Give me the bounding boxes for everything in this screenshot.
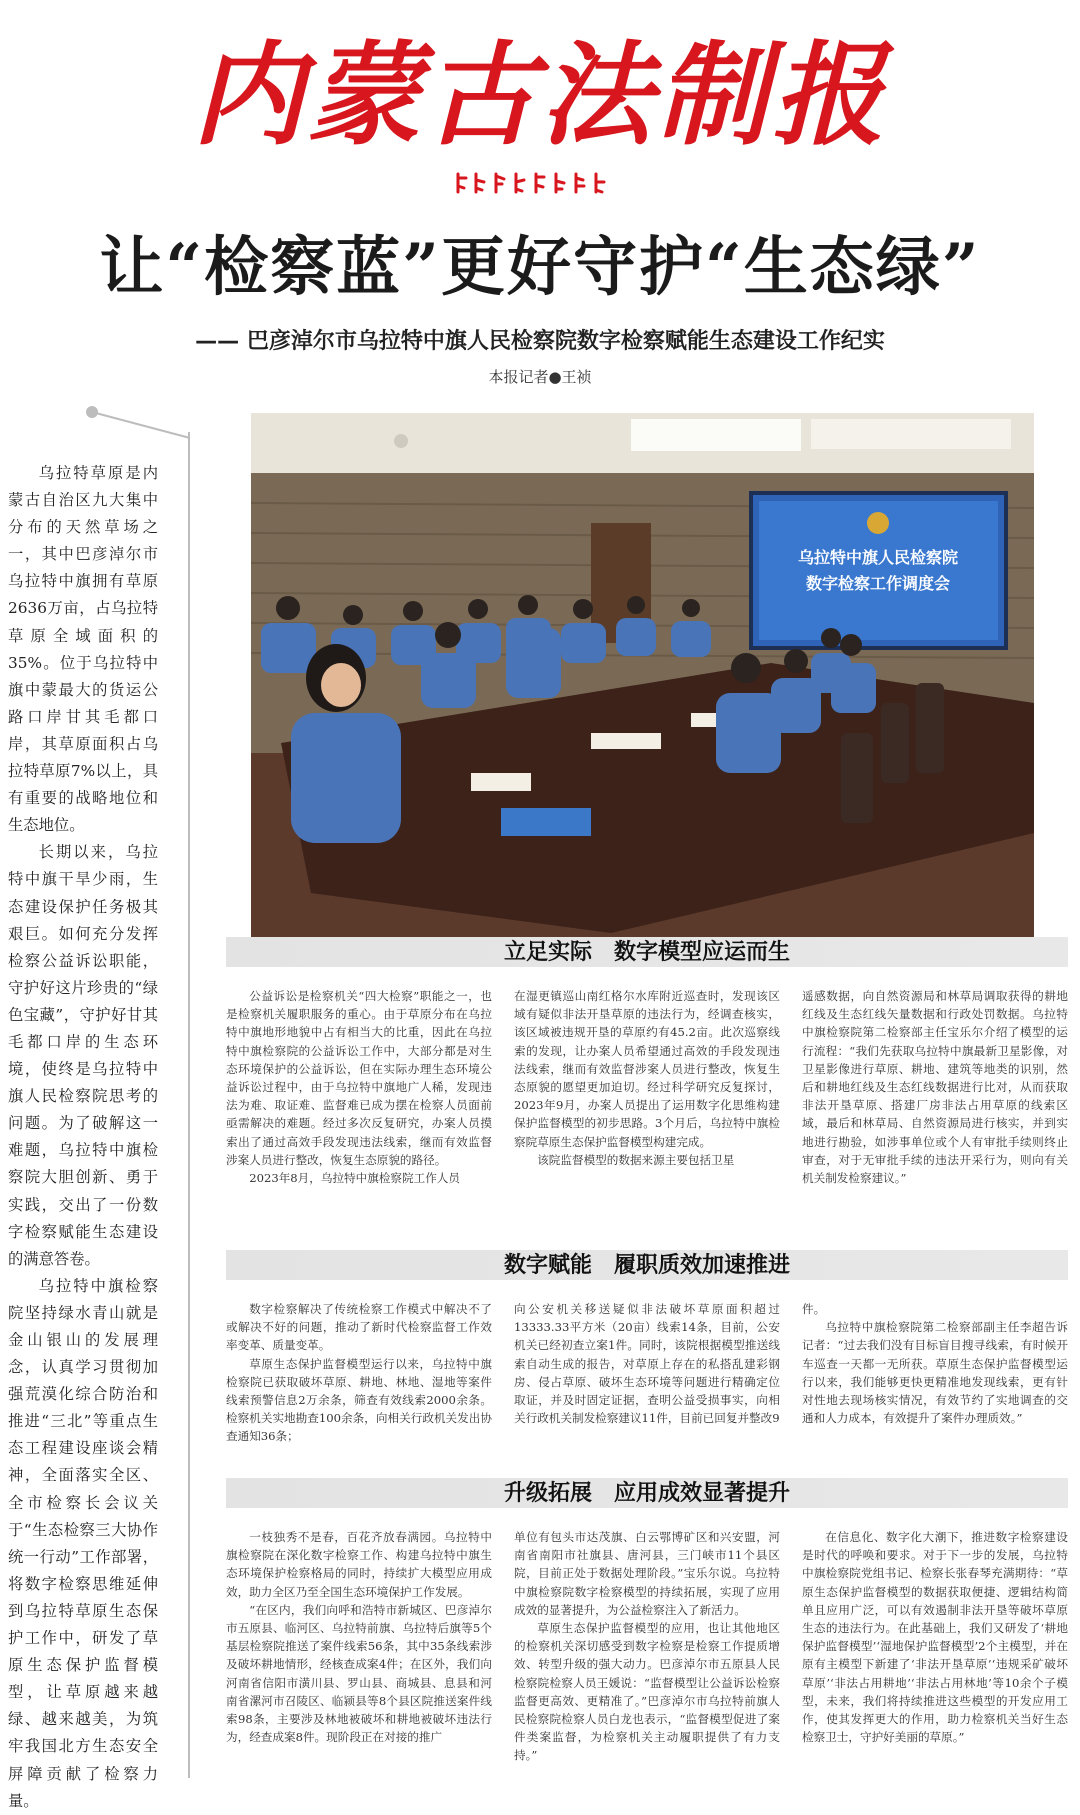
body-paragraph: 一枝独秀不是春，百花齐放春满园。乌拉特中旗检察院在深化数字检察工作、构建乌拉特中旗生态环境保护检察格局的同时，持续扩大模型应用成效，助力全区乃至全国生态环境保护工作发展。: [226, 1530, 492, 1599]
sidebar-divider: [188, 432, 190, 1778]
body-paragraph: 该院监督模型的数据来源主要包括卫星: [537, 1152, 735, 1167]
section-2-column-2: [514, 1300, 780, 1445]
screen-title-line2: 数字检察工作调度会: [805, 574, 951, 593]
newspaper-title: 内蒙古法制报: [192, 30, 888, 161]
sidebar-corner-ornament: [84, 404, 204, 444]
article-subheadline: —— 巴彦淖尔市乌拉特中旗人民检察院数字检察赋能生态建设工作纪实: [195, 329, 885, 354]
body-paragraph: 草原生态保护监督模型的应用，也让其他地区的检察机关深切感受到数字检察是检察工作提质增效、转型升级的强大动力。巴彦淖尔市五原县人民检察院检察人员王媛说：“监督模型让公益诉讼检察监督更高效、更精准了。”巴彦淖尔市乌拉特前旗人民检察院检察人员白龙也表示，“监督模型促进了案件类案监督，为检察机关主动履职提供了有力支持。”: [514, 1621, 780, 1763]
section-3-column-2: [514, 1528, 780, 1783]
section-3-column-1: [226, 1528, 492, 1783]
section-2-column-3: [802, 1300, 1068, 1445]
body-paragraph: 2023年8月，乌拉特中旗检察院工作人员: [249, 1171, 460, 1186]
section-1-column-3: [802, 987, 1068, 1186]
section-2-body: [226, 1300, 1068, 1445]
body-paragraph: 单位有包头市达茂旗、白云鄂博矿区和兴安盟，河南省南阳市社旗县、唐河县，三门峡市11个县区院，目前正处于数据处理阶段。”宝乐尔说。乌拉特中旗检察院数字检察模型的持续拓展，实现了应用成效的显著提升，为公益检察注入了新活力。: [514, 1530, 780, 1617]
section-heading-2: 数字赋能 履职质效加速推进: [226, 1250, 1068, 1280]
body-paragraph: 数字检察解决了传统检察工作模式中解决不了或解决不好的问题，推动了新时代检察监督工作效率变革、质量变革。: [226, 1302, 492, 1353]
masthead: [0, 30, 1080, 161]
sidebar-lead-text: [8, 460, 158, 1810]
body-paragraph: 遥感数据，向自然资源局和林草局调取获得的耕地红线及生态红线矢量数据和行政处罚数据。乌拉特中旗检察院第二检察部主任宝乐尔介绍了模型的运行流程：“我们先获取乌拉特中旗最新卫星影像，对卫星影像进行草原、耕地、建筑等地类的识别，然后和耕地红线及生态红线数据进行比对，从而获取非法开垦草原、搭建厂房非法占用草原的线索区域，最后和林草局、自然资源局进行核实，并到实地进行勘验，如涉事单位或个人有审批手续则终止审查，对于无审批手续的违法开采行为，则向有关机关制发检察建议。”: [802, 989, 1068, 1186]
sidebar-paragraph: 乌拉特中旗检察院坚持绿水青山就是金山银山的发展理念，认真学习贯彻加强荒漠化综合防治和推进“三北”等重点生态工程建设座谈会精神，全面落实全区、全市检察长会议关于“生态检察三大协作统一行动”工作部署，将数字检察思维延伸到乌拉特草原生态保护工作中，研发了草原生态保护监督模型，让草原越来越绿、越来越美，为筑牢我国北方生态安全屏障贡献了检察力量。: [8, 1276, 158, 1810]
sidebar-paragraph: 长期以来，乌拉特中旗干旱少雨，生态建设保护任务极其艰巨。如何充分发挥检察公益诉讼职能，守护好这片珍贵的“绿色宝藏”，守护好甘其毛都口岸的生态环境，使终是乌拉特中旗人民检察院思考的问题。为了破解这一难题，乌拉特中旗检察院大胆创新、勇于实践，交出了一份数字检察赋能生态建设的满意答卷。: [8, 843, 158, 1268]
section-2-column-1: [226, 1300, 492, 1445]
section-3-column-3: [802, 1528, 1068, 1783]
section-heading-3: 升级拓展 应用成效显著提升: [226, 1478, 1068, 1508]
article-byline: 本报记者●王祯: [488, 368, 592, 386]
section-heading-1: 立足实际 数字模型应运而生: [226, 937, 1068, 967]
meeting-photo: [251, 413, 1034, 940]
screen-title-line1: 乌拉特中旗人民检察院: [797, 548, 959, 567]
body-paragraph: 向公安机关移送疑似非法破坏草原面积超过13333.33平方米（20亩）线索14条，目前，公安机关已经初查立案1件。同时，该院根据模型推送线索自动生成的报告，对草原上存在的私搭乱建彩钢房、侵占草原、破坏生态环境等问题进行精确定位取证，并及时固定证据，查明公益受损事实，向相关行政机关制发检察建议11件，目前已回复并整改9: [514, 1302, 780, 1426]
mongolian-script-logo: [452, 170, 612, 196]
body-paragraph: 乌拉特中旗检察院第二检察部副主任李超告诉记者：“过去我们没有目标盲目搜寻线索，有时候开车巡查一天都一无所获。草原生态保护监督模型运行以来，我们能够更快更精准地发现线索，更有针对性地去现场核实情况，有效节约了实地调查的交通和人力成本，有效提升了案件办理质效。”: [802, 1320, 1068, 1426]
body-paragraph: 件。: [802, 1302, 826, 1316]
body-paragraph: 在湿更镇巡山南红格尔水库附近巡查时，发现该区域有疑似非法开垦草原的违法行为，经调查核实，该区域被违规开垦的草原约有45.2亩。此次巡察线索的发现，让办案人员希望通过高效的手段发现违法线索，继而有效监督涉案人员进行整改，恢复生态原貌的愿望更加迫切。经过科学研究反复探讨，2023年9月，办案人员提出了运用数字化思维构建保护监督模型的初步思路。3个月后，乌拉特中旗检察院草原生态保护监督模型构建完成。: [514, 989, 780, 1149]
body-paragraph: 公益诉讼是检察机关“四大检察”职能之一，也是检察机关履职服务的重心。由于草原分布在乌拉特中旗地形地貌中占有相当大的比重，因此在乌拉特中旗检察院的公益诉讼工作中，大部分都是对生态环境保护的公益诉讼，但在实际办理生态环境公益诉讼过程中，由于乌拉特中旗地广人稀，发现违法为难、取证难、监督难已成为摆在检察人员面前亟需解决的难题。经过多次反复研究，办案人员摸索出了通过高效手段发现违法线索，继而有效监督涉案人员进行整改，恢复生态原貌的路径。: [226, 989, 492, 1167]
meeting-photo-illustration: [251, 413, 1034, 940]
article-headline: 让“检察蓝”更好守护“生态绿”: [99, 230, 981, 305]
body-paragraph: 在信息化、数字化大潮下，推进数字检察建设是时代的呼唤和要求。对于下一步的发展，乌拉特中旗检察院党组书记、检察长张春琴充满期待：“草原生态保护监督模型的数据获取便捷、逻辑结构简单且应用广泛，可以有效遏制非法开垦等破坏草原生态的违法行为。在此基础上，我们又研发了‘耕地保护监督模型’‘湿地保护监督模型’2个主模型，并在原有主模型下新建了‘非法开垦草原’‘违规采矿破坏草原’‘非法占用耕地’‘非法占用林地’等10余个子模型，未来，我们将持续推进这些模型的开发应用工作，使其发挥更大的作用，助力检察机关当好生态检察卫士，守护好美丽的草原。”: [802, 1530, 1068, 1745]
section-1-column-2: [514, 987, 780, 1167]
section-1-body: [226, 987, 1068, 1186]
section-1-column-1: [226, 987, 492, 1186]
sidebar-paragraph: 乌拉特草原是内蒙古自治区九大集中分布的天然草场之一，其中巴彦淖尔市乌拉特中旗拥有草原2636万亩，占乌拉特草原全域面积的35%。位于乌拉特中旗中蒙最大的货运公路口岸甘其毛都口岸，其草原面积占乌拉特草原7%以上，具有重要的战略地位和生态地位。: [8, 464, 158, 835]
body-paragraph: “在区内，我们向呼和浩特市新城区、巴彦淖尔市五原县、临河区、乌拉特前旗、乌拉特后旗等5个基层检察院推送了案件线索56条，其中35条线索涉及破坏耕地情形，经核查成案4件；在区外，我们向河南省信阳市潢川县、罗山县、商城县、息县和河南省漯河市召陵区、临颍县等8个县区院推送案件线索98条，主要涉及林地被破坏和耕地被破坏违法行为，经查成案8件。现阶段正在对接的推广: [226, 1602, 492, 1745]
section-3-body: [226, 1528, 1068, 1783]
body-paragraph: 草原生态保护监督模型运行以来，乌拉特中旗检察院已获取破坏草原、耕地、林地、湿地等案件线索预警信息2万余条，筛查有效线索2000余条。检察机关实地勘查100余条，向相关行政机关发出协查通知36条；: [226, 1356, 492, 1444]
